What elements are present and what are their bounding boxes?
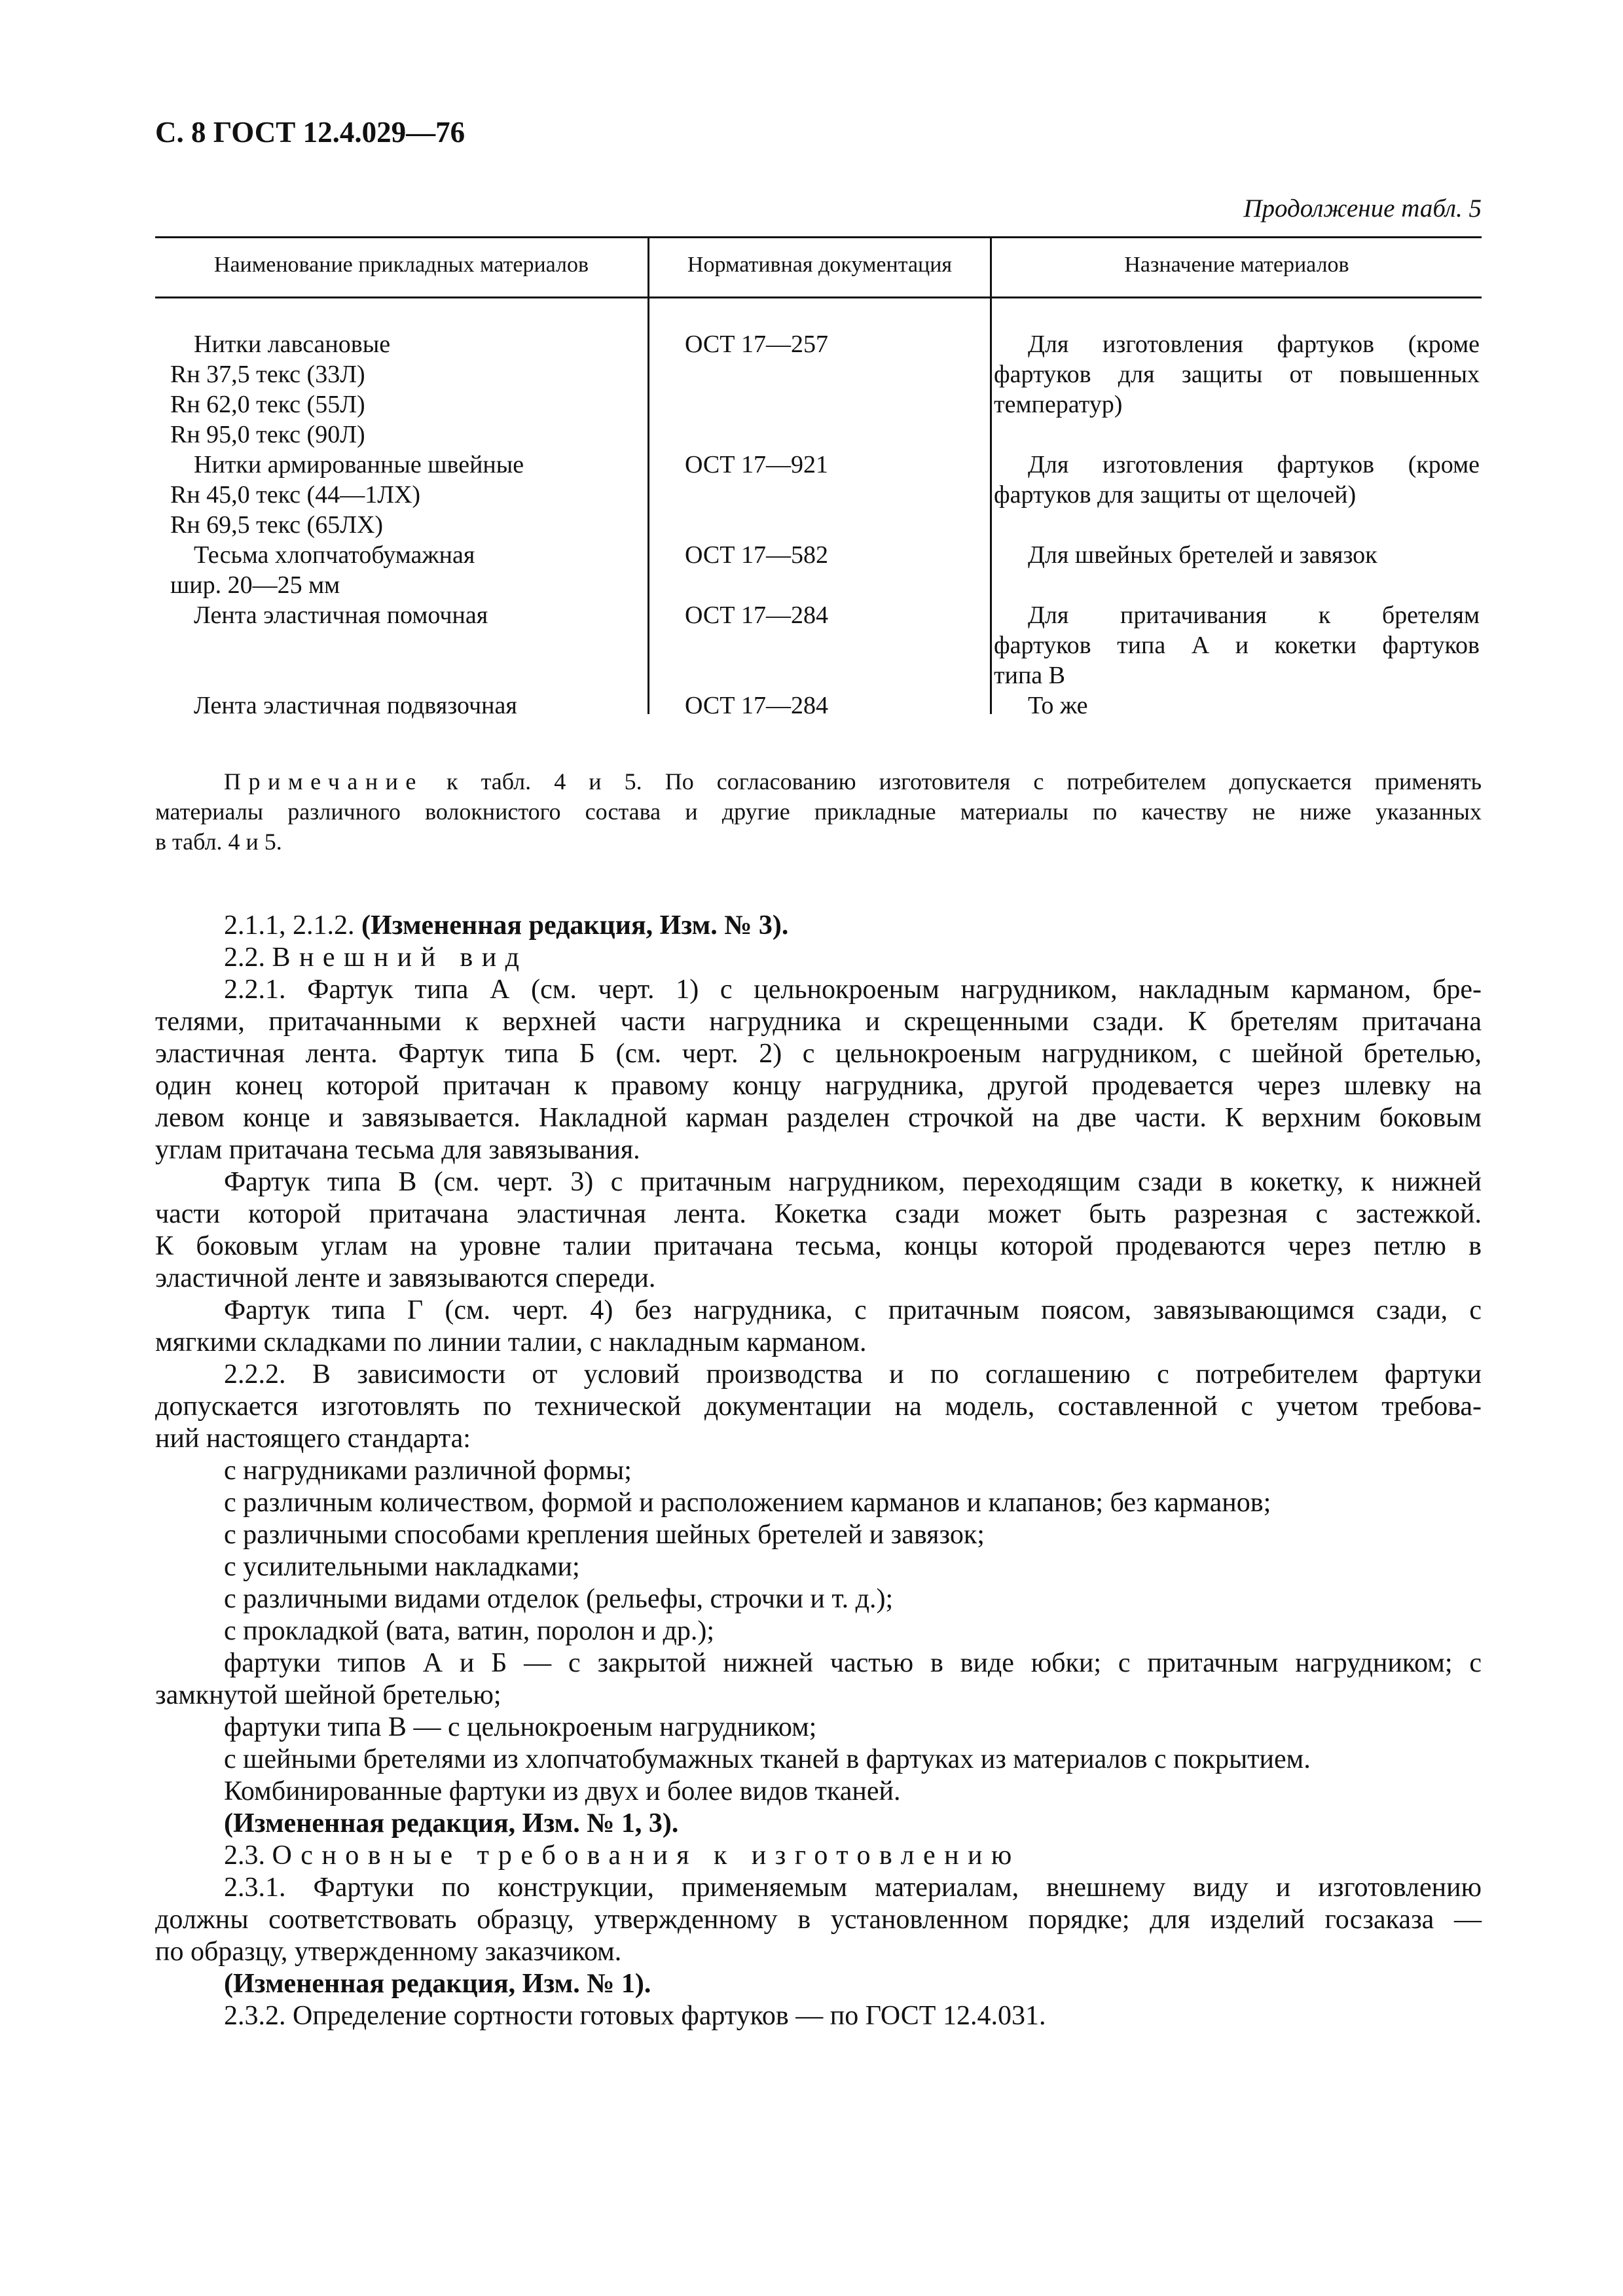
note-text: к табл. 4 и 5. По согласованию изготовителя с потребителем допускается применять (423, 768, 1482, 795)
table-cell-purpose (994, 450, 1480, 510)
purpose-line: Для изготовления фартуков (кроме (1028, 451, 1480, 478)
table-cell-document (685, 450, 828, 480)
table-top-rule (155, 236, 1482, 238)
material-name: Лента эластичная помочная (194, 601, 488, 629)
table-cell-name (170, 329, 390, 450)
note-line: в табл. 4 и 5. (155, 829, 282, 855)
purpose-line: температур) (994, 391, 1123, 418)
section-heading-2-3 (155, 1840, 1482, 1872)
list-item: с различными способами крепления шейных бретелей и завязок; (224, 1520, 985, 1550)
list-item: с усилительными накладками; (224, 1552, 580, 1582)
material-spec: Rн 62,0 текс (55Л) (170, 391, 365, 418)
material-spec: шир. 20—25 мм (170, 571, 340, 599)
note-line: материалы различного волокнистого состава и другие прикладные материалы по качеству не ниже указанных (155, 798, 1482, 825)
document-code: ОСТ 17—582 (685, 541, 828, 569)
document-code: ОСТ 17—284 (685, 601, 828, 629)
amendment-note: (Измененная редакция, Изм. № 1, 3). (224, 1808, 679, 1839)
paragraph-line: углам притачана тесьма для завязывания. (155, 1135, 640, 1165)
list-item: с прокладкой (вата, ватин, поролон и др.); (224, 1616, 715, 1646)
section-number: 2.2. (224, 942, 272, 973)
table-cell-name (170, 540, 475, 600)
purpose-line: Для притачивания к бретелям (1028, 601, 1480, 629)
table-header-name: Наименование прикладных материалов (213, 253, 589, 277)
section-number: 2.1.1, 2.1.2. (224, 910, 361, 941)
paragraph-line: 2.3.2. Определение сортности готовых фартуков — по ГОСТ 12.4.031. (224, 2001, 1046, 2031)
table-cell-purpose (994, 691, 1480, 721)
list-item: с шейными бретелями из хлопчатобумажных тканей в фартуках из материалов с покрытием. (224, 1744, 1311, 1774)
purpose-line: То же (1028, 692, 1088, 719)
table-cell-document (685, 600, 828, 630)
section-title: Внешний вид (272, 942, 528, 973)
paragraph-line: один конец которой притачан к правому концу нагрудника, другой продевается через шлевку на (155, 1071, 1482, 1101)
page-header: С. 8 ГОСТ 12.4.029—76 (155, 116, 465, 149)
table-cell-purpose (994, 600, 1480, 691)
section-heading-2-2 (155, 942, 1482, 974)
purpose-line: Для швейных бретелей и завязок (1028, 541, 1377, 569)
paragraph-line: Фартук типа В (см. черт. 3) с притачным нагрудником, переходящим сзади в кокетку, к нижней (224, 1167, 1482, 1197)
table-cell-name (170, 691, 517, 721)
material-spec: Rн 95,0 текс (90Л) (170, 421, 365, 448)
paragraph-line: ний настоящего стандарта: (155, 1424, 471, 1454)
paragraph-line: К боковым углам на уровне талии притачана тесьма, концы которой продеваются через петлю в (155, 1231, 1482, 1261)
list-item: с нагрудниками различной формы; (224, 1456, 632, 1486)
table-cell-document (685, 691, 828, 721)
table-header-rule (155, 296, 1482, 298)
purpose-line: типа В (994, 662, 1065, 689)
paragraph-line: Фартук типа Г (см. черт. 4) без нагрудника, с притачным поясом, завязывающимся сзади, с (224, 1295, 1482, 1325)
purpose-line: фартуков для защиты от повышенных (994, 361, 1480, 388)
table-continuation-label: Продолжение табл. 5 (1243, 194, 1482, 223)
list-item-continued: замкнутой шейной бретелью; (155, 1680, 501, 1710)
note-line (155, 766, 1482, 797)
list-item: фартуки типов А и Б — с закрытой нижней частью в виде юбки; с притачным нагрудником; с (224, 1648, 1482, 1678)
paragraph-line: эластичная лента. Фартук типа Б (см. черт. 2) с цельнокроеным нагрудником, с шейной бретелью, (155, 1039, 1482, 1069)
material-name: Тесьма хлопчатобумажная (194, 541, 475, 569)
document-code: ОСТ 17—921 (685, 451, 828, 478)
document-code: ОСТ 17—257 (685, 331, 828, 358)
list-item: фартуки типа В — с цельнокроеным нагрудником; (224, 1712, 817, 1742)
purpose-line: Для изготовления фартуков (кроме (1028, 331, 1480, 358)
section-title: Основные требования к изготовлению (272, 1840, 1021, 1871)
paragraph-line: Комбинированные фартуки из двух и более видов тканей. (224, 1776, 901, 1806)
material-name: Нитки армированные швейные (194, 451, 524, 478)
paragraph-2-1-1 (155, 910, 1482, 942)
document-code: ОСТ 17—284 (685, 692, 828, 719)
paragraph-line: левом конце и завязывается. Накладной карман разделен строчкой на две части. К верхним боковым (155, 1103, 1482, 1133)
table-cell-document (685, 329, 828, 359)
note-label: Примечание (224, 768, 424, 795)
table-column-divider (647, 238, 649, 714)
list-item: с различными видами отделок (рельефы, строчки и т. д.); (224, 1584, 894, 1614)
table-cell-purpose (994, 329, 1480, 420)
table-cell-name (170, 450, 524, 540)
paragraph-line: эластичной ленте и завязываются спереди. (155, 1263, 656, 1293)
paragraph-line: по образцу, утвержденному заказчиком. (155, 1937, 622, 1967)
body-text (155, 910, 1482, 2032)
material-name: Лента эластичная подвязочная (194, 692, 517, 719)
material-name: Нитки лавсановые (194, 331, 391, 358)
paragraph-line: 2.2.2. В зависимости от условий производства и по соглашению с потребителем фартуки (224, 1359, 1482, 1390)
material-spec: Rн 69,5 текс (65ЛХ) (170, 511, 384, 539)
amendment-note: (Измененная редакция, Изм. № 3). (361, 910, 789, 941)
table-cell-document (685, 540, 828, 570)
table-cell-name (170, 600, 488, 630)
paragraph-line: 2.3.1. Фартуки по конструкции, применяемым материалам, внешнему виду и изготовлению (224, 1873, 1482, 1903)
table-note (155, 766, 1482, 857)
table-column-divider (990, 238, 992, 714)
purpose-line: фартуков для защиты от щелочей) (994, 481, 1357, 509)
paragraph-line: мягкими складками по линии талии, с накладным карманом. (155, 1327, 867, 1357)
material-spec: Rн 45,0 текс (44—1ЛХ) (170, 481, 421, 509)
material-spec: Rн 37,5 текс (33Л) (170, 361, 365, 388)
paragraph-line: телями, притачанными к верхней части нагрудника и скрещенными сзади. К бретелям притачана (155, 1007, 1482, 1037)
table-header-purpose: Назначение материалов (1124, 253, 1349, 277)
purpose-line: фартуков типа А и кокетки фартуков (994, 632, 1480, 659)
paragraph-line: допускается изготовлять по технической документации на модель, составленной с учетом требова- (155, 1391, 1482, 1422)
paragraph-line: 2.2.1. Фартук типа А (см. черт. 1) с цельнокроеным нагрудником, накладным карманом, бре- (224, 975, 1482, 1005)
table-cell-purpose (994, 540, 1480, 570)
amendment-note: (Измененная редакция, Изм. № 1). (224, 1969, 651, 1999)
table-header-document: Нормативная документация (687, 253, 953, 277)
section-number: 2.3. (224, 1840, 272, 1871)
list-item: с различным количеством, формой и расположением карманов и клапанов; без карманов; (224, 1488, 1271, 1518)
paragraph-line: должны соответствовать образцу, утвержденному в установленном порядке; для изделий госзаказа — (155, 1905, 1482, 1935)
paragraph-line: части которой притачана эластичная лента. Кокетка сзади может быть разрезная с застежкой. (155, 1199, 1482, 1229)
